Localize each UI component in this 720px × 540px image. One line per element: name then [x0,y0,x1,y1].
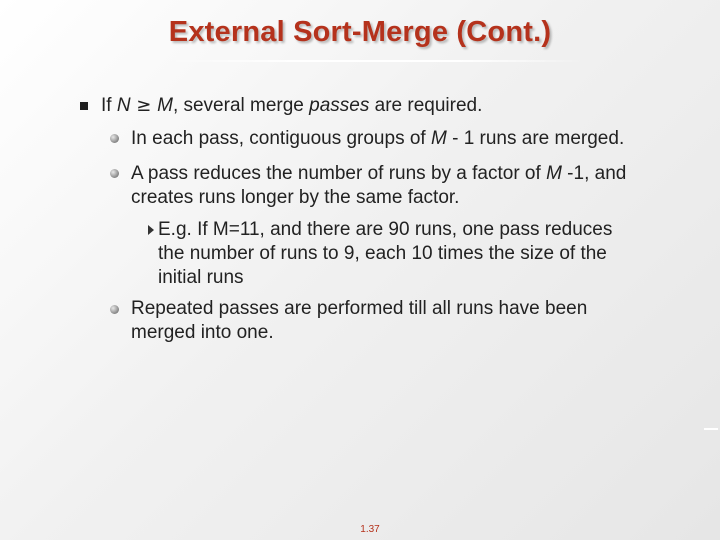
round-bullet-icon [110,169,119,178]
slide-title: External Sort-Merge (Cont.) [168,16,552,48]
bullet-2-line-1: A pass reduces the number of runs by a factor of M -1, and [131,163,627,184]
main-bullet-text: If N ≥ M, several merge passes are required. [101,95,483,116]
title-underline [165,60,585,62]
sub-bullet-line-2: the number of runs to 9, each 10 times the size of the [158,243,607,264]
sub-bullet-line-3: initial runs [158,267,244,288]
edge-mark [704,428,718,430]
round-bullet-icon [110,305,119,314]
round-bullet-icon [110,134,119,143]
square-bullet-icon [80,102,88,110]
bullet-3-line-1: Repeated passes are performed till all runs have been [131,298,588,319]
bullet-1-text: In each pass, contiguous groups of M - 1 runs are merged. [131,128,625,149]
sub-bullet-line-1: E.g. If M=11, and there are 90 runs, one pass reduces [158,219,613,240]
triangle-bullet-icon [148,225,154,235]
page-number: 1.37 [360,524,380,535]
bullet-3-line-2: merged into one. [131,322,274,343]
bullet-2-line-2: creates runs longer by the same factor. [131,187,460,208]
